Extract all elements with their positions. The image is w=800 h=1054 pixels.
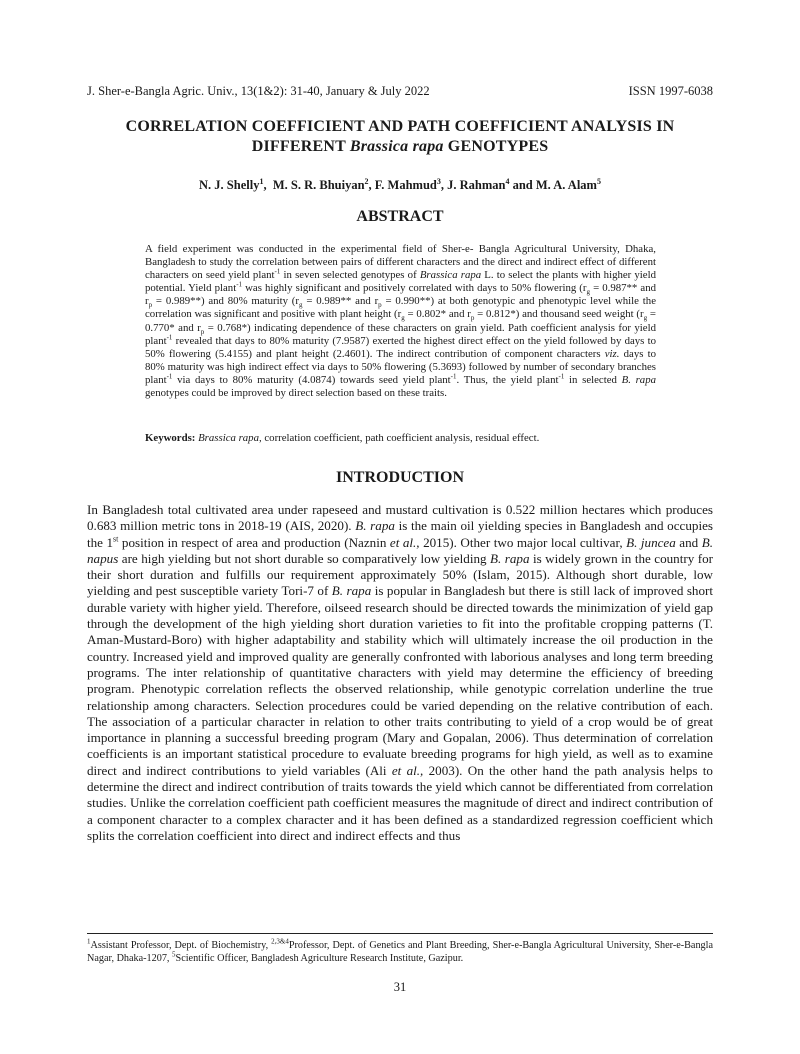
text-run: is popular in Bangladesh but there is still lack of improved short durable variety with higher yield. Therefore, oilseed research should be directed towards the minimization of yield gap through the development of the high yielding short duration varieties to fit into the profitable cropping patterns (T. Aman-Mustard-Boro) with higher adaptability and stability which will ultimately increase the oil production in the country. Increased yield and improved quality are generally confronted with laborious analyses and long term breeding programs. The inter relationship of quantitative characters with yield may determine the efficiency of breeding program. Phenotypic correlation reflects the observed relationship, while genotypic correlation underline the true relationship among characters. Selection procedures could be varied depending on the relative contribution of each. The association of a particular character in relation to other traits contributing to yield of a crop would be of great importance in planning a successful breeding program (Mary and Gopalan, 2006). Thus determination of correlation coefficients is an important statistical procedure to evaluate breeding programs for high yield, as well as to examine direct and indirect contributions to yield variables (Ali — [87, 583, 714, 778]
italic-text: et al., — [391, 762, 424, 778]
subscript: g — [299, 301, 303, 310]
author-name: M. A. Alam — [535, 178, 597, 193]
abstract-heading: ABSTRACT — [356, 208, 444, 225]
text-run: 2003). On the other hand the path analysis helps to determine the direct and indirect contribution of traits towards the yield which cannot be differentiated from correlation studies. Unlike the correlation coefficient path coefficient measures the magnitude of direct and indirect contribution of a component character to a complex character and it has been defined as a standardized regression coefficient which splits the correlation coefficient into direct and indirect effects and thus — [87, 762, 713, 843]
title-line-1: CORRELATION COEFFICIENT AND PATH COEFFICIENT ANALYSIS IN — [125, 118, 675, 135]
text-run: = 0.989** and r — [302, 295, 379, 308]
affiliations-footnote — [87, 939, 713, 965]
title-line-2 — [60, 137, 740, 157]
introduction-heading: INTRODUCTION — [335, 469, 464, 486]
author-separator: , — [440, 178, 448, 193]
author-affiliation-marker: 3 — [436, 177, 441, 186]
abstract-body — [145, 243, 656, 400]
journal-citation: J. Sher-e-Bangla Agric. Univ., 13(1&2): 31-40, January & July 2022 — [87, 84, 430, 98]
text-run: . Thus, the yield plant — [456, 373, 559, 386]
subscript: g — [586, 288, 591, 297]
author-affiliation-marker: 5 — [596, 177, 601, 186]
subscript: p — [378, 301, 382, 310]
text-run: = 0.812*) and thousand seed weight (r — [474, 308, 644, 321]
italic-text: B. rapa — [331, 583, 372, 599]
text-run: = 0.990**) at both genotypic and phenotypic level while the correlation was significant and positive with plant height (r — [145, 295, 656, 321]
italic-text: B. napus — [87, 534, 713, 566]
text-run: position in respect of area and production (Naznin — [118, 534, 390, 550]
text-run: = 0.802* and r — [404, 308, 471, 321]
author-separator: , — [368, 178, 375, 193]
keywords — [145, 432, 656, 444]
text-run: = 0.768*) indicating dependence of these characters on grain yield. Path coefficient analysis for yield plant — [145, 321, 656, 347]
italic-text: B. rapa — [621, 373, 657, 386]
text-run: in selected — [564, 373, 622, 386]
superscript: -1 — [274, 267, 281, 276]
italic-text: B. juncea — [626, 534, 676, 550]
text-run: and — [675, 534, 702, 550]
author-name: N. J. Shelly — [199, 178, 260, 193]
text-run: = 0.987** and r — [145, 282, 656, 308]
introduction-body — [87, 502, 713, 844]
text-run: was highly significant and positively correlated with days to 50% flowering (r — [242, 282, 587, 295]
author-separator: , — [263, 178, 273, 193]
text-run: in seven selected genotypes of — [280, 269, 420, 282]
subscript: p — [200, 327, 205, 336]
title-text: GENOTYPES — [443, 138, 549, 155]
author-affiliation-marker: 4 — [505, 177, 510, 186]
paper-title — [60, 117, 740, 157]
footnote-rule — [87, 933, 713, 934]
subscript: g — [643, 314, 648, 323]
text-run: Professor, Dept. of Genetics and Plant Breeding, Sher-e-Bangla Agricultural University, Sher-e-Bangla Nagar, Dhaka-1207, — [87, 940, 713, 964]
italic-text: B. rapa — [490, 550, 530, 566]
text-run: Assistant Professor, Dept. of Biochemistry, — [90, 940, 272, 951]
text-run: via days to 80% maturity (4.0874) towards seed yield plant — [172, 373, 451, 386]
text-run: Scientific Officer, Bangladesh Agriculture Research Institute, Gazipur. — [175, 953, 464, 964]
italic-text: et al., — [389, 534, 420, 550]
text-run: are high yielding but not short durable so comparatively low yielding — [118, 550, 491, 566]
author-list — [60, 177, 740, 193]
superscript: -1 — [166, 372, 173, 381]
superscript: 5 — [172, 950, 176, 959]
text-run: A field experiment was conducted in the experimental field of Sher-e- Bangla Agricultural University, Dhaka, Bangladesh to study the correlation between pairs of different characters and the direct and indirect effect of different characters on seed yield plant — [145, 243, 656, 282]
text-run: In Bangladesh total cultivated area under rapeseed and mustard cultivation is 0.522 million hectares which produces 0.683 million metric tons in 2018-19 (AIS, 2020). — [87, 502, 713, 534]
author-name: J. Rahman — [447, 178, 506, 193]
superscript: st — [113, 534, 119, 544]
text-run: = 0.989**) and 80% maturity (r — [152, 295, 299, 308]
superscript: 1 — [87, 937, 91, 946]
author-affiliation-marker: 2 — [364, 177, 369, 186]
subscript: p — [148, 301, 153, 310]
text-run: is the main oil yielding species in Bangladesh and occupies the 1 — [87, 518, 713, 550]
superscript: -1 — [236, 280, 243, 289]
text-run: days to 80% maturity was high indirect effect via days to 50% flowering (5.3693) followed by number of secondary branches plant — [145, 347, 656, 386]
page-number: 31 — [393, 980, 407, 994]
subscript: g — [401, 314, 405, 323]
keyword-species: Brassica rapa, — [195, 432, 262, 444]
title-species: Brassica rapa — [349, 138, 444, 155]
italic-text: B. rapa — [355, 518, 395, 534]
text-run: is widely grown in the country for their short duration and fulfills our requirement approximately 50% (Islam, 2015). Although short durable, low yielding and pest susceptible variety Tori-7 of — [87, 550, 714, 599]
italic-text: Brassica rapa — [419, 269, 482, 282]
superscript: 2,3&4 — [271, 937, 289, 946]
text-run: revealed that days to 80% maturity (7.9587) exerted the highest direct effect on the yield followed by days to 50% flowering (5.4155) and plant height (2.4601). The indirect contribution of component characters — [145, 334, 656, 360]
keyword-list: correlation coefficient, path coefficient analysis, residual effect. — [261, 432, 540, 444]
author-name: M. S. R. Bhuiyan — [272, 178, 365, 193]
subscript: p — [470, 314, 475, 323]
text-run: L. to select the plants with higher yield potential. Yield plant — [145, 269, 656, 295]
text-run: 2015). Other two major local cultivar, — [419, 534, 627, 550]
author-name: F. Mahmud — [374, 178, 437, 193]
author-affiliation-marker: 1 — [259, 177, 264, 186]
superscript: -1 — [558, 372, 565, 381]
issn: ISSN 1997-6038 — [628, 84, 713, 98]
keywords-label: Keywords: — [145, 432, 196, 444]
superscript: -1 — [450, 372, 457, 381]
author-separator: and — [509, 178, 536, 193]
text-run: = 0.770* and r — [145, 308, 657, 334]
text-run: genotypes could be improved by direct selection based on these traits. — [145, 387, 447, 400]
title-text: DIFFERENT — [251, 138, 350, 155]
superscript: -1 — [166, 333, 173, 342]
italic-text: viz. — [604, 347, 620, 360]
